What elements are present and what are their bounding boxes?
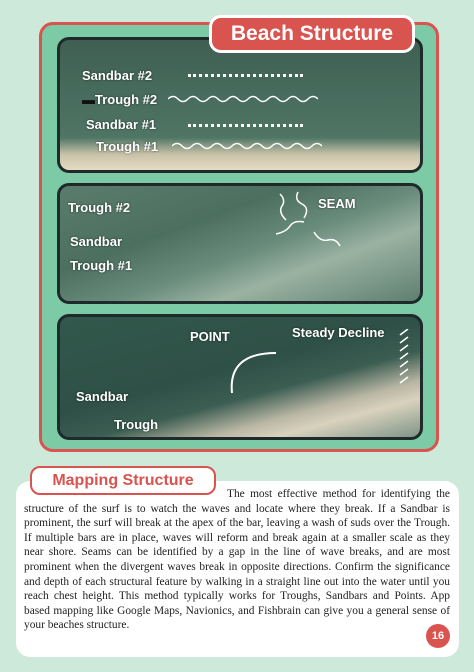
sandbar-2-dotted-line (188, 74, 303, 77)
label-sandbar-1: Sandbar #1 (86, 117, 157, 132)
page-number-badge: 16 (426, 624, 450, 648)
mapping-structure-heading: Mapping Structure (30, 466, 216, 495)
label-sandbar-seam-photo: Sandbar (70, 234, 123, 249)
aerial-photo-sandbars: Sandbar #2 ▬ Trough #2 Sandbar #1 Trough #1 (57, 37, 423, 173)
label-seam: SEAM (318, 196, 356, 211)
label-point: POINT (190, 329, 230, 344)
trough-2-wave-line (168, 94, 318, 104)
label-sandbar-2: Sandbar #2 (82, 68, 153, 83)
aerial-photo-point (57, 314, 423, 440)
label-trough-1: Trough #1 (96, 139, 159, 154)
label-sandbar-point-photo: Sandbar (76, 389, 129, 404)
label-steady-decline: Steady Decline (292, 325, 385, 340)
mapping-structure-body: The most effective method for identifying the structure of the surf is to watch the waves and locate where they break. If a Sandbar is prominent, the surf will break at the apex of the bar, leaving a wash of suds over the Trough. If multiple bars are in place, waves will reform and break again at a smaller scale as they near shore. Seams can be identified by a gap in the line of wave breaks, and are most prominent when the divergent waves break in opposite directions. Confirm the significance and depth of each structural feature by walking in a straight line out into the water until you reach chest height. This method typically works for Troughs, Sandbars and Points. App based mapping like Google Maps, Navionics, and Fishbrain can give you a general sense of your beaches structure. (24, 488, 450, 632)
label-trough-1-seam-photo: Trough #1 (70, 258, 133, 273)
label-trough-2: Trough #2 (95, 92, 158, 107)
mapping-structure-textbox (16, 481, 459, 657)
seam-divergence-arrows (272, 188, 352, 254)
trough-1-wave-line (172, 141, 322, 151)
label-trough-2-seam-photo: Trough #2 (68, 200, 131, 215)
sandbar-1-dotted-line (188, 124, 303, 127)
label-trough-point-photo: Trough (114, 417, 159, 432)
steady-decline-hatch (398, 329, 412, 389)
page-title: Beach Structure (209, 15, 415, 53)
point-arc-marker (226, 347, 286, 397)
aerial-photo-seam (57, 183, 423, 304)
